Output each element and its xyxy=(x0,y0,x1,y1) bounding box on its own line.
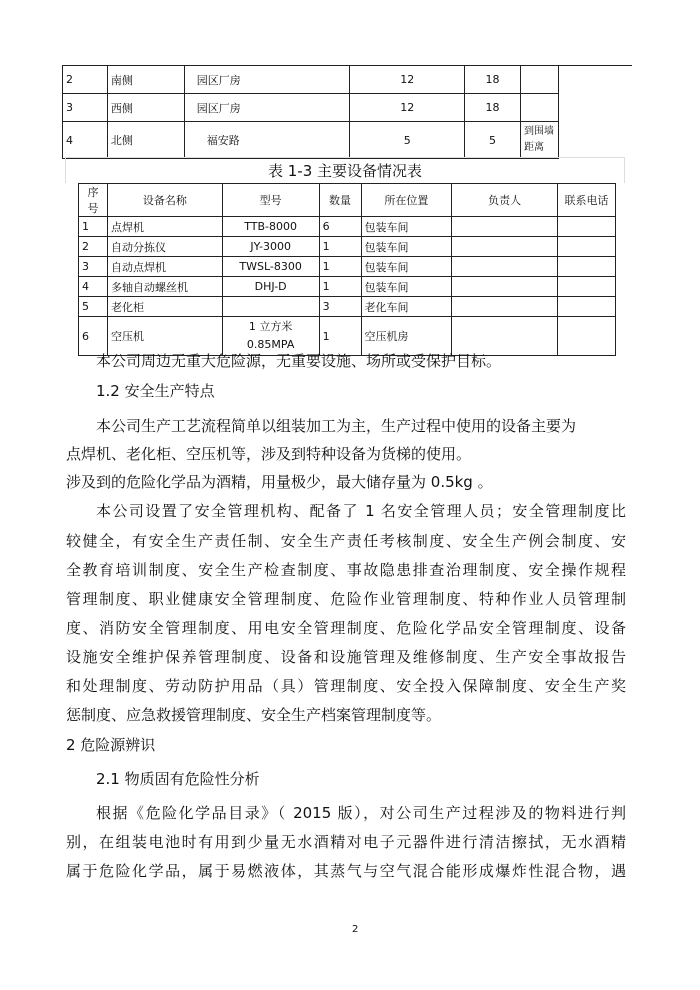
cell-no: 1 xyxy=(79,217,108,237)
cell-qty: 1 xyxy=(319,257,361,277)
heading-2: 2 危险源辨识 xyxy=(66,736,156,754)
paragraph-management-line1: 本公司设置了安全管理机构、配备了 1 名安全管理人员；安全管理制度比 xyxy=(96,502,626,520)
table-row xyxy=(79,297,616,317)
cell-qty: 1 xyxy=(319,317,361,356)
cell-model xyxy=(222,297,319,317)
header-no: 序号 xyxy=(79,184,108,217)
cell-phone xyxy=(558,297,616,317)
cell-phone xyxy=(558,237,616,257)
cell-location: 空压机房 xyxy=(361,317,452,356)
paragraph-analysis-line3: 属于危险化学品，属于易燃液体，其蒸气与空气混合能形成爆炸性混合物，遇 xyxy=(66,862,626,880)
table-row xyxy=(79,237,616,257)
cell-name: 福安路 xyxy=(184,122,350,159)
cell-name: 园区厂房 xyxy=(184,94,350,122)
cell-phone xyxy=(558,257,616,277)
paragraph-surroundings: 本公司周边无重大危险源，无重要设施、场所或受保护目标。 xyxy=(96,352,502,370)
paragraph-management-line3: 全教育培训制度、安全生产检查制度、事故隐患排查治理制度、安全操作规程 xyxy=(66,561,626,579)
cell-no: 5 xyxy=(79,297,108,317)
paragraph-process-line2: 点焊机、老化柜、空压机等，涉及到特种设备为货梯的使用。 xyxy=(66,445,472,463)
header-qty: 数量 xyxy=(319,184,361,217)
cell-name: 空压机 xyxy=(107,317,222,356)
header-model: 型号 xyxy=(222,184,319,217)
table-border-extension xyxy=(559,65,632,66)
cell-owner xyxy=(452,237,558,257)
cell-no: 4 xyxy=(63,122,108,159)
cell-no: 4 xyxy=(79,277,108,297)
cell-no: 2 xyxy=(79,237,108,257)
paragraph-management-line7: 和处理制度、劳动防护用品（具）管理制度、安全投入保障制度、安全生产奖 xyxy=(66,677,626,695)
cell-no: 3 xyxy=(79,257,108,277)
paragraph-chemical: 涉及到的危险化学品为酒精，用量极少，最大储存量为 0.5kg 。 xyxy=(66,473,493,491)
cell-no: 2 xyxy=(63,66,108,94)
cell-distance-b: 5 xyxy=(465,122,521,159)
cell-note-line1: 到围墙 xyxy=(524,126,554,137)
cell-location: 包装车间 xyxy=(361,237,452,257)
cell-owner xyxy=(452,277,558,297)
cell-owner xyxy=(452,217,558,237)
equipment-table xyxy=(78,183,616,356)
cell-note xyxy=(521,122,559,159)
cell-name: 老化柜 xyxy=(107,297,222,317)
cell-qty: 1 xyxy=(319,277,361,297)
table-header-row xyxy=(79,184,616,217)
table-caption: 表 1-3 主要设备情况表 xyxy=(65,157,625,183)
cell-model: JY-3000 xyxy=(222,237,319,257)
cell-distance-a: 5 xyxy=(350,122,465,159)
cell-owner xyxy=(452,257,558,277)
cell-location: 包装车间 xyxy=(361,217,452,237)
cell-location: 包装车间 xyxy=(361,277,452,297)
cell-name: 多轴自动螺丝机 xyxy=(107,277,222,297)
cell-side: 南侧 xyxy=(107,66,184,94)
paragraph-management-line2: 较健全，有安全生产责任制、安全生产责任考核制度、安全生产例会制度、安 xyxy=(66,532,626,550)
cell-model: TTB-8000 xyxy=(222,217,319,237)
cell-model-line2: 0.85MPA xyxy=(246,338,295,351)
cell-qty: 1 xyxy=(319,237,361,257)
table-row xyxy=(79,277,616,297)
cell-location: 包装车间 xyxy=(361,257,452,277)
cell-no: 3 xyxy=(63,94,108,122)
heading-2-1: 2.1 物质固有危险性分析 xyxy=(96,770,260,788)
paragraph-analysis-line1: 根据《危险化学品目录》（ 2015 版），对公司生产过程涉及的物料进行判 xyxy=(96,804,626,822)
cell-phone xyxy=(558,277,616,297)
cell-model: TWSL-8300 xyxy=(222,257,319,277)
cell-distance-a: 12 xyxy=(350,94,465,122)
heading-1-2: 1.2 安全生产特点 xyxy=(96,382,215,400)
surroundings-table xyxy=(62,65,559,159)
paragraph-management-line8: 惩制度、应急救援管理制度、安全生产档案管理制度等。 xyxy=(66,706,442,724)
table-row xyxy=(63,94,559,122)
table-row xyxy=(63,122,559,159)
cell-name: 自动分拣仪 xyxy=(107,237,222,257)
cell-note xyxy=(521,66,559,94)
cell-name: 点焊机 xyxy=(107,217,222,237)
cell-owner xyxy=(452,297,558,317)
cell-distance-a: 12 xyxy=(350,66,465,94)
cell-distance-b: 18 xyxy=(465,94,521,122)
cell-note xyxy=(521,94,559,122)
paragraph-management-line4: 管理制度、职业健康安全管理制度、危险作业管理制度、特种作业人员管理制 xyxy=(66,590,626,608)
cell-phone xyxy=(558,217,616,237)
cell-model: DHJ-D xyxy=(222,277,319,297)
table-row xyxy=(79,257,616,277)
page-number: 2 xyxy=(352,924,359,935)
cell-name: 园区厂房 xyxy=(184,66,350,94)
header-name: 设备名称 xyxy=(107,184,222,217)
paragraph-analysis-line2: 别，在组装电池时有用到少量无水酒精对电子元器件进行清洁擦拭，无水酒精 xyxy=(66,833,626,851)
header-phone: 联系电话 xyxy=(558,184,616,217)
header-location: 所在位置 xyxy=(361,184,452,217)
table-row xyxy=(63,66,559,94)
cell-no: 6 xyxy=(79,317,108,356)
paragraph-management-line5: 度、消防安全管理制度、用电安全管理制度、危险化学品安全管理制度、设备 xyxy=(66,619,626,637)
cell-side: 北侧 xyxy=(107,122,184,159)
cell-model-line1: 1 立方米 xyxy=(248,320,293,333)
cell-distance-b: 18 xyxy=(465,66,521,94)
header-owner: 负责人 xyxy=(452,184,558,217)
paragraph-process-line1: 本公司生产工艺流程简单以组装加工为主，生产过程中使用的设备主要为 xyxy=(96,417,577,435)
cell-location: 老化车间 xyxy=(361,297,452,317)
paragraph-management-line6: 设施安全维护保养管理制度、设备和设施管理及维修制度、生产安全事故报告 xyxy=(66,648,626,666)
cell-qty: 3 xyxy=(319,297,361,317)
table-row xyxy=(79,217,616,237)
cell-note-line2: 距离 xyxy=(524,142,544,153)
cell-qty: 6 xyxy=(319,217,361,237)
cell-name: 自动点焊机 xyxy=(107,257,222,277)
cell-side: 西侧 xyxy=(107,94,184,122)
